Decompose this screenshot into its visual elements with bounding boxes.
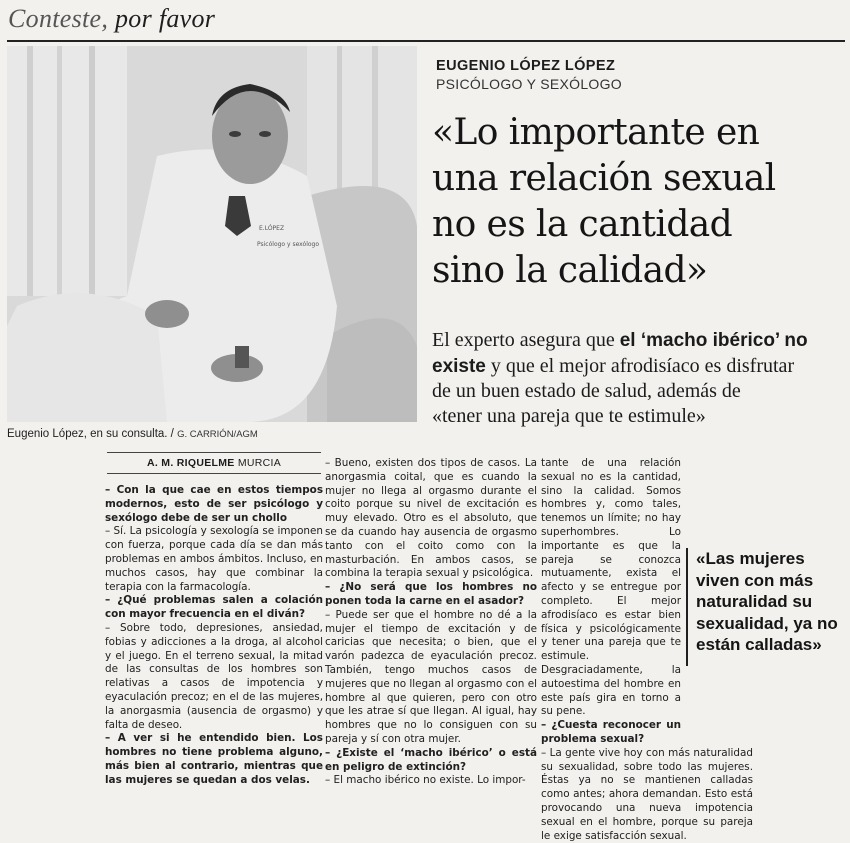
section-header-part2: por favor <box>115 4 216 33</box>
interviewee-role: PSICÓLOGO Y SEXÓLOGO <box>436 76 622 92</box>
interview-question: – ¿Existe el ‘macho ibérico’ o está en peligro de extinción? <box>325 746 537 773</box>
author-rule-bottom <box>107 473 321 474</box>
interview-answer: – Bueno, existen dos tipos de casos. La anorgasmia coital, que es cuando la mujer no llega al orgasmo durante el coito porque su nivel de excitación es muy elevado. Otro es el absoluto, que se da cuando hay ausencia de orgasmo tanto con el coito como con la masturbación. En ambos casos, se combina la terapia sexual y psicológica. <box>325 457 537 580</box>
interview-question: – ¿Cuesta reconocer un problema sexual? <box>541 719 681 745</box>
photo-caption <box>7 428 258 440</box>
author-byline <box>107 457 321 469</box>
headline-line: no es la cantidad <box>432 204 733 245</box>
interviewee-name: EUGENIO LÓPEZ LÓPEZ <box>436 58 616 74</box>
header-rule <box>7 40 845 42</box>
article-column-1 <box>105 484 323 788</box>
caption-text: Eugenio López, en su consulta. / <box>7 428 174 440</box>
headline-line: sino la calidad» <box>432 250 708 291</box>
author-place: MURCIA <box>237 457 282 469</box>
interview-answer: – La gente vive hoy con más naturalidad su sexualidad, sobre todo las mujeres. Éstas ya no se mantienen calladas como antes; ahora demandan. Esto está provocando una nueva impotencia sexual en el hombre, porque su pareja le exige satisfacción sexual. <box>541 746 753 842</box>
pullquote-line: «Las mujeres <box>696 549 805 568</box>
subhead-text: El experto asegura que <box>432 329 615 351</box>
subhead-text: «tener una pareja que te estimule» <box>432 404 706 427</box>
interview-answer: tante de una relación sexual no es la cantidad, sino la calidad. Somos hombres y, como tales, tenemos un límite; no hay superhombres. Lo importante es que la pareja se conozca mutuamente, exista el afecto y se entregue por completo. El mejor afrodisíaco es estar bien física y psicológicamente y tener una pareja que te estimule. Desgraciadamente, la autoestima del hombre en este país gira en torno a su pene. <box>541 457 681 718</box>
interview-answer: – Sí. La psicología y sexología se imponen con fuerza, porque cada día se dan más problemas en ambos ámbitos. Incluso, en muchos casos, hay que combinar la terapia con la farmacología. <box>105 525 323 593</box>
interview-question: – Con la que cae en estos tiempos modernos, esto de ser psicólogo y sexólogo debe de ser un chollo <box>105 484 323 524</box>
headline-line: «Lo importante en <box>432 112 760 153</box>
interviewee-photo <box>7 46 417 422</box>
pullquote-line: están calladas» <box>696 635 822 654</box>
author-name: A. M. RIQUELME <box>146 457 235 469</box>
photo-illustration <box>7 46 417 422</box>
subheadline <box>432 328 848 428</box>
section-header <box>8 4 215 34</box>
author-rule-top <box>107 452 321 453</box>
interview-question: – A ver si he entendido bien. Los hombres no tiene problema alguno, más bien al contrario, mientras que las mujeres se quedan a dos velas. <box>105 732 323 786</box>
interview-answer: – Sobre todo, depresiones, ansiedad, fobias y adicciones a la droga, al alcohol y el juego. En el terreno sexual, la mitad de las consultas de los hombres son relativas a casos de impotencia y eyaculación precoz; en el de las mujeres, la anorgasmia (ausencia de orgasmo) y falta de deseo. <box>105 621 323 731</box>
headline <box>432 110 848 294</box>
interview-question: – ¿No será que los hombres no ponen toda la carne en el asador? <box>325 581 537 607</box>
section-header-part1: Conteste, <box>8 4 109 33</box>
pullquote-line: sexualidad, ya no <box>696 613 838 633</box>
pullquote-line: viven con más <box>696 570 814 590</box>
subhead-text: y que el mejor afrodisíaco es disfrutar <box>490 354 795 377</box>
coat-role-tag: Psicólogo y sexólogo <box>257 241 320 248</box>
subhead-bold: el ‘macho ibérico’ no <box>619 330 808 351</box>
pullquote-bar <box>686 548 688 666</box>
interview-answer: – Puede ser que el hombre no dé a la mujer el tiempo de excitación y de caricias que necesita; o bien, que el varón padezca de eyaculación precoz. También, tengo muchos casos de mujeres que no llegan al orgasmo con el hombre al que quieren, pero con otro que les atrae sí que llegan. Al igual, hay hombres que no lo consiguen con su pareja y sí con otra mujer. <box>325 608 537 745</box>
coat-name-tag: E.LÓPEZ <box>259 225 285 232</box>
interview-question: – ¿Qué problemas salen a colación con mayor frecuencia en el diván? <box>105 594 323 621</box>
caption-credit: G. CARRIÓN/AGM <box>177 429 258 440</box>
pullquote <box>696 548 848 656</box>
subhead-text: de un buen estado de salud, además de <box>432 380 741 402</box>
interview-answer: – El macho ibérico no existe. Lo impor- <box>325 774 526 787</box>
subhead-bold: existe <box>432 355 486 377</box>
article-column-2 <box>325 457 537 788</box>
pullquote-line: naturalidad su <box>696 592 813 611</box>
headline-line: una relación sexual <box>432 158 776 199</box>
